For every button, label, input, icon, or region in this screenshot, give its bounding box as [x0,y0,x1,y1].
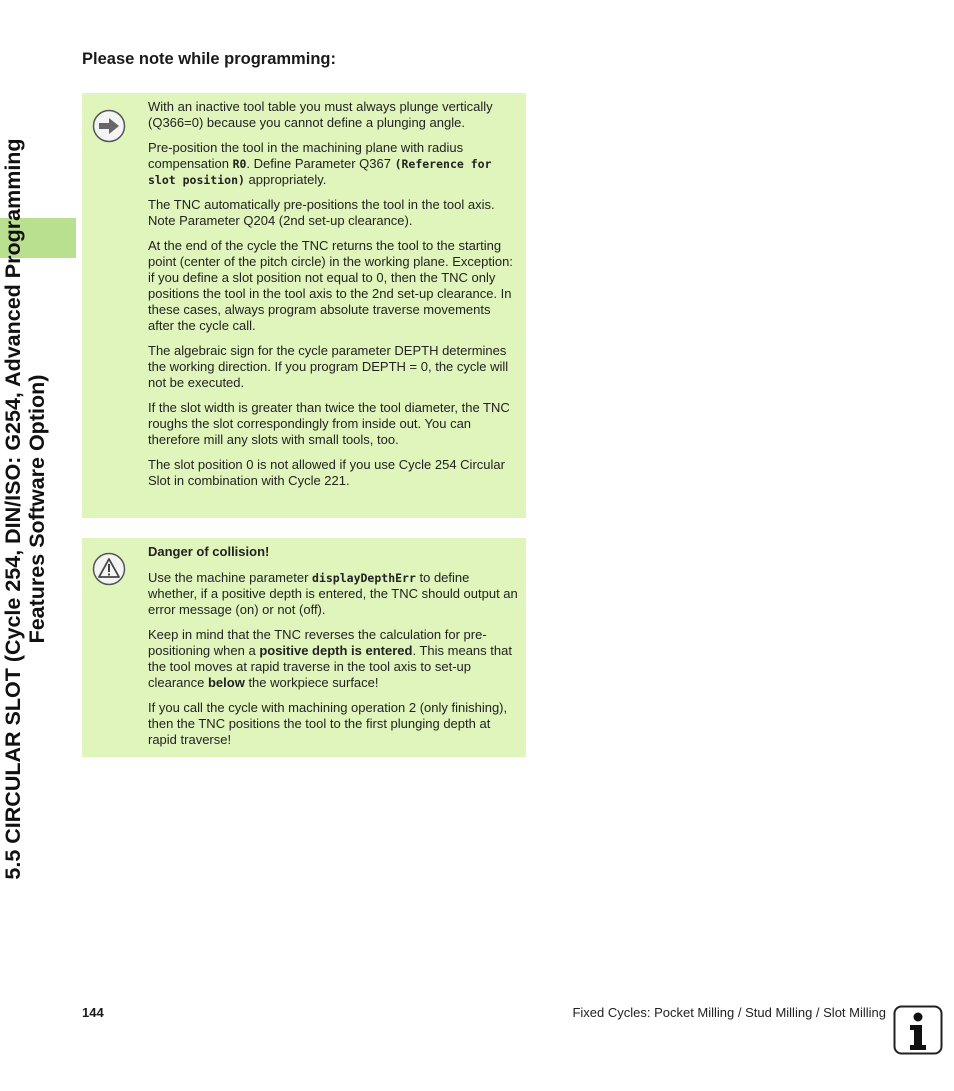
warning-paragraph: Use the machine parameter displayDepthErr to define whether, if a positive depth is entered, the TNC should output an error message (on) or not (off). [148,570,518,617]
note-paragraph: With an inactive tool table you must always plunge vertically (Q366=0) because you cannot define a plunging angle. [148,99,493,130]
code-text: (Reference for slot position) [148,157,492,187]
note-paragraph: The algebraic sign for the cycle parameter DEPTH determines the working direction. If you program DEPTH = 0, the cycle will not be executed. [148,343,509,390]
note-paragraph: If the slot width is greater than twice the tool diameter, the TNC roughs the slot correspondingly from inside out. You can therefore mill any slots with small tools, too. [148,400,510,447]
info-icon [893,1005,943,1055]
chapter-title-line1: 5.5 CIRCULAR SLOT (Cycle 254, DIN/ISO: G254, Advanced Programming [1,138,25,880]
warning-triangle-icon [92,552,126,586]
footer-chapter-text: Fixed Cycles: Pocket Milling / Stud Milling / Slot Milling [572,1005,886,1020]
note-paragraph: The TNC automatically pre-positions the tool in the tool axis. Note Parameter Q204 (2nd set-up clearance). [148,197,495,228]
warning-text [148,544,520,757]
section-heading: Please note while programming: [82,50,336,68]
code-text: displayDepthErr [312,571,416,585]
page-number: 144 [82,1005,104,1020]
warning-box [82,538,526,757]
arrow-right-icon [92,109,126,143]
note-paragraph: At the end of the cycle the TNC returns the tool to the starting point (center of the pitch circle) in the working plane. Exception: if you define a slot position not equal to 0, then the TNC only positions the tool in the tool axis to the 2nd set-up clearance. In these cases, always program absolute traverse movements after the cycle call. [148,238,513,333]
chapter-title [0,0,78,1091]
warning-paragraph: Keep in mind that the TNC reverses the calculation for pre-positioning when a positive depth is entered. This means that the tool moves at rapid traverse in the tool axis to set-up clearance below the workpiece surface! [148,627,512,690]
chapter-sidebar [0,0,78,1091]
chapter-title-line2: Features Software Option) [25,374,49,644]
note-box [82,93,526,518]
note-paragraph: Pre-position the tool in the machining plane with radius compensation R0. Define Parameter Q367 (Reference for slot position) appropriately. [148,140,492,187]
warning-title: Danger of collision! [148,544,270,559]
warning-paragraph: If you call the cycle with machining operation 2 (only finishing), then the TNC positions the tool to the first plunging depth at rapid traverse! [148,700,508,747]
note-paragraph: The slot position 0 is not allowed if you use Cycle 254 Circular Slot in combination with Cycle 221. [148,457,505,488]
note-text [148,99,520,498]
code-text: R0 [232,157,247,171]
